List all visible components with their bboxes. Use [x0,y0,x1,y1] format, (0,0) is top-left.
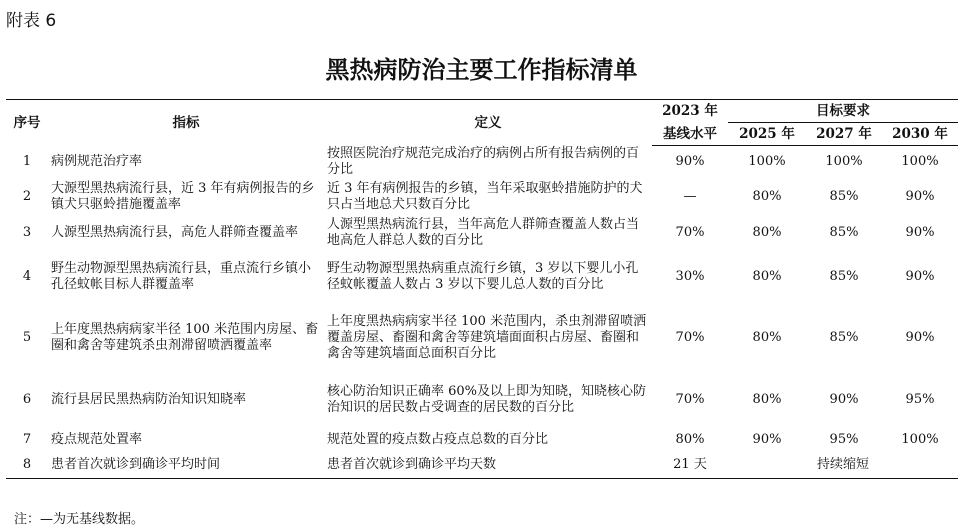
row-target-2027: 95% [829,431,859,447]
row-no: 2 [22,188,32,204]
row-target-2025: 80% [752,224,782,240]
header-2027: 2027 年 [806,123,882,146]
row-baseline: 70% [675,329,705,345]
row-target-merged: 持续缩短 [728,453,958,479]
row-target-2030: 90% [905,268,935,284]
row-target-2025: 80% [752,391,782,407]
row-definition: 患者首次就诊到确诊平均天数 [324,453,652,479]
row-definition: 人源型黑热病流行县，当年高危人群筛查覆盖人数占当地高危人群总人数的百分比 [327,216,640,248]
table-row [6,373,958,427]
row-target-2027: 100% [825,154,863,170]
table-row [6,146,958,179]
header-baseline-label: 基线水平 [652,123,728,146]
row-target-2027: 85% [829,329,859,345]
row-target-2030: 90% [905,224,935,240]
row-target-2025: 80% [752,268,782,284]
page-title: 黑热病防治主要工作指标清单 [325,55,638,84]
table-row [6,215,958,251]
row-baseline: 80% [675,431,705,447]
row-target-2030: 90% [905,188,935,204]
row-indicator: 流行县居民黑热病防治知识知晓率 [51,391,247,407]
row-target-2027: 85% [829,224,859,240]
header-baseline-year: 2023 年 [652,100,728,123]
row-definition: 按照医院治疗规范完成治疗的病例占所有报告病例的百分比 [327,146,640,177]
row-baseline: 21 天 [652,453,728,479]
row-indicator: 病例规范治疗率 [51,154,143,169]
row-no: 1 [22,154,32,169]
row-target-2027: 85% [829,268,859,284]
table-row [6,427,958,453]
indicator-table [6,99,958,479]
row-no: 3 [22,224,32,240]
row-definition: 近 3 年有病例报告的乡镇，当年采取驱蛉措施防护的犬只占当地总犬只数百分比 [327,180,643,212]
header-2025: 2025 年 [728,123,806,146]
row-no: 8 [6,453,48,479]
row-target-2030: 95% [905,391,935,407]
header-no: 序号 [6,100,48,146]
row-target-2027: 90% [829,391,859,407]
header-indicator: 指标 [48,100,324,146]
row-definition: 上年度黑热病病家半径 100 米范围内，杀虫剂滞留喷洒覆盖房屋、畜圈和禽舍等建筑墙面面积占房屋、畜圈和禽舍等建筑墙面总面积百分比 [327,313,647,361]
table-row [6,303,958,373]
row-target-2025: 80% [752,188,782,204]
appendix-label: 附表 6 [6,11,57,31]
row-indicator: 疫点规范处置率 [51,431,143,447]
row-no: 6 [22,391,32,407]
table-row [6,453,958,479]
row-target-2030: 100% [901,431,939,447]
row-indicator: 上年度黑热病病家半径 100 米范围内房屋、畜圈和禽舍等建筑杀虫剂滞留喷洒覆盖率 [51,321,319,353]
row-no: 5 [22,329,32,345]
row-indicator: 野生动物源型黑热病流行县，重点流行乡镇小孔径蚊帐目标人群覆盖率 [51,260,312,292]
row-target-2025: 90% [752,431,782,447]
header-definition: 定义 [324,100,652,146]
row-definition: 野生动物源型黑热病重点流行乡镇，3 岁以下婴儿小孔径蚊帐覆盖人数占 3 岁以下婴儿总人数的百分比 [327,260,639,292]
table-note: 注：—为无基线数据。 [14,512,145,527]
row-target-2030: 90% [905,329,935,345]
row-target-2030: 100% [901,154,939,170]
row-target-2025: 80% [752,329,782,345]
row-baseline: 70% [675,224,705,240]
header-target-group: 目标要求 [728,100,958,123]
row-target-2025: 100% [748,154,786,170]
row-no: 4 [22,268,32,284]
header-2030: 2030 年 [882,123,958,146]
row-baseline: — [683,188,697,204]
row-indicator: 人源型黑热病流行县，高危人群筛查覆盖率 [51,224,299,240]
row-indicator: 大源型黑热病流行县，近 3 年有病例报告的乡镇犬只驱蛉措施覆盖率 [51,180,315,212]
row-definition: 核心防治知识正确率 60%及以上即为知晓，知晓核心防治知识的居民数占受调查的居民数的百分比 [327,383,647,415]
table-row [6,251,958,303]
row-baseline: 90% [675,154,705,170]
row-definition: 规范处置的疫点数占疫点总数的百分比 [327,431,549,447]
row-no: 7 [22,431,32,447]
row-indicator: 患者首次就诊到确诊平均时间 [48,453,324,479]
row-baseline: 30% [675,268,705,284]
row-target-2027: 85% [829,188,859,204]
row-baseline: 70% [675,391,705,407]
table-row [6,179,958,215]
